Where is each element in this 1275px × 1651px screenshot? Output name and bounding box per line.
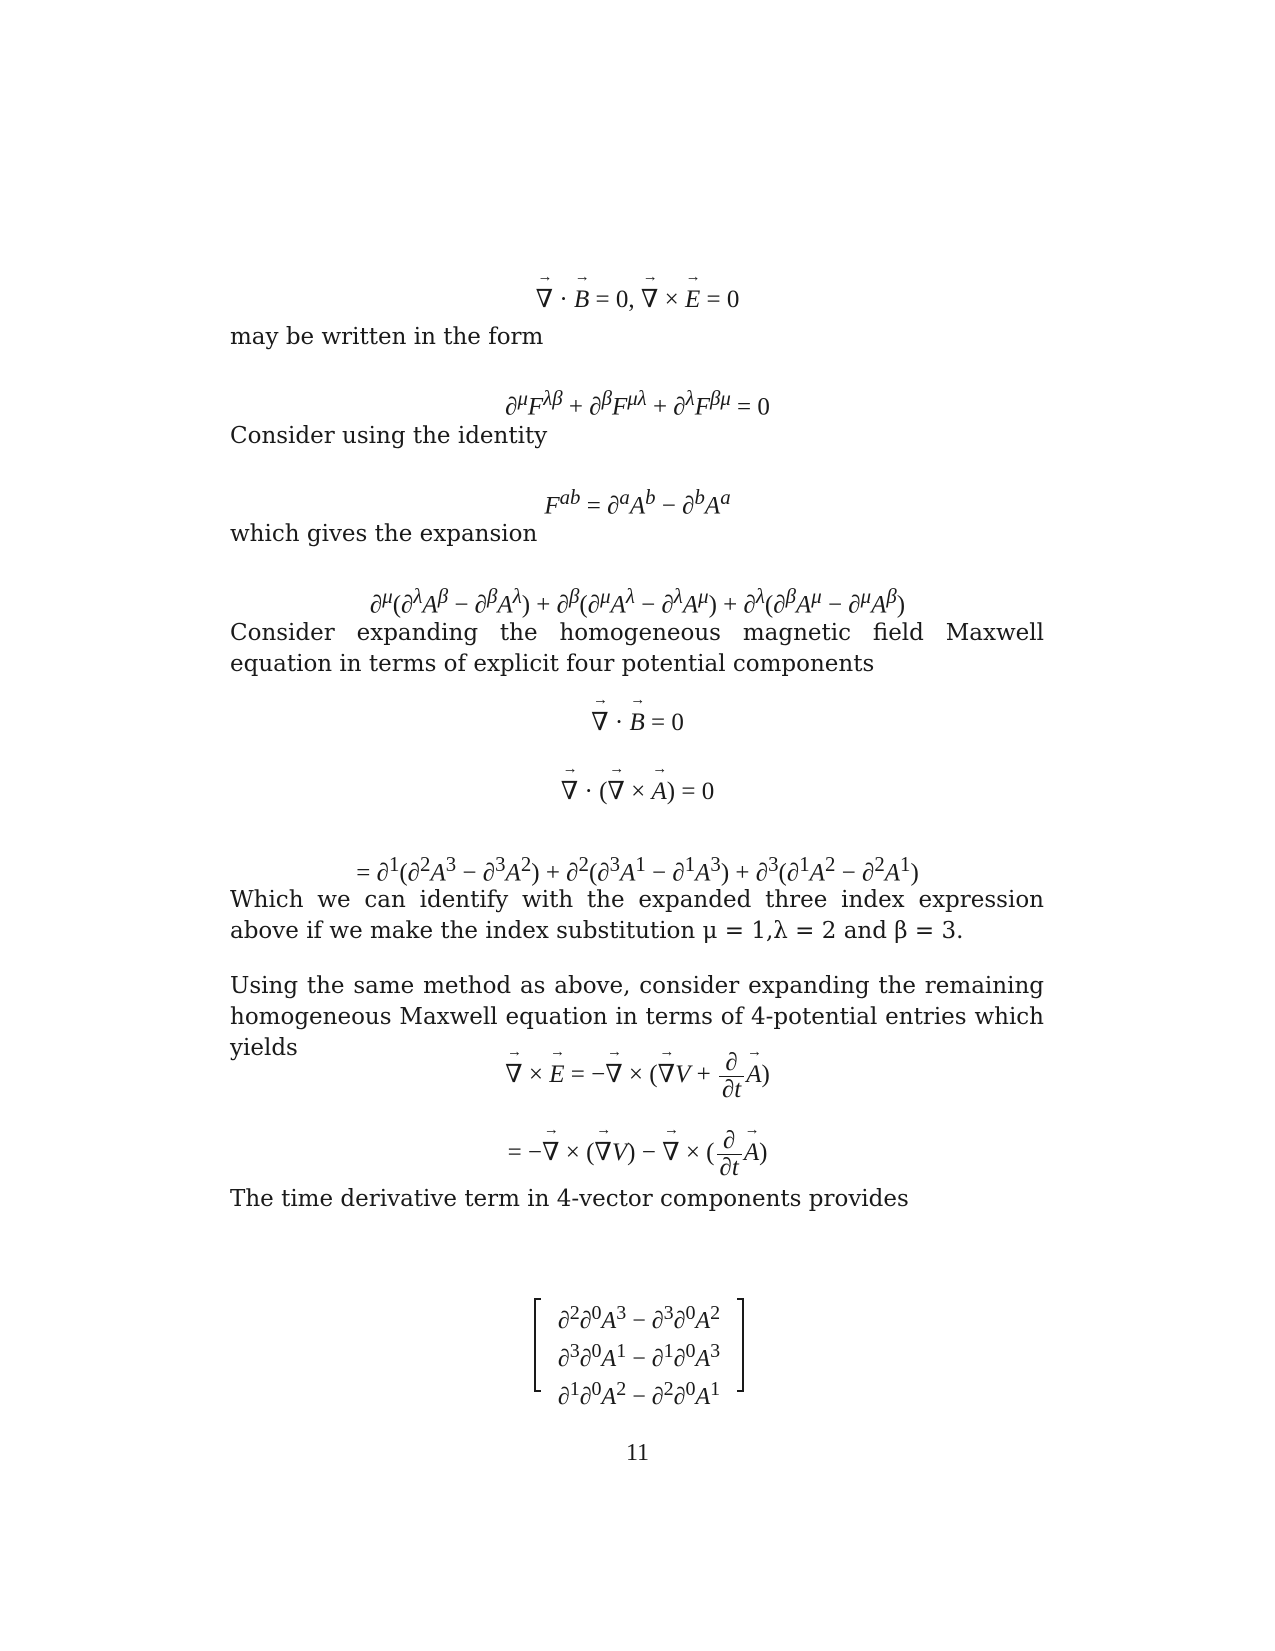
matrix-row-2: $\partial^3\partial^0A^1 - \partial^1\partial^0A^3$ [557,1340,721,1372]
component-matrix [534,1298,744,1410]
paragraph-written-in-form: may be written in the form [230,324,544,350]
paragraph-index-substitution: Which we can identify with the expanded three index expression above if we make the index substitution μ = 1,λ = 2 and β = 3. [230,887,1044,944]
equation-curl-e-split: = −→ ∇ × (→ ∇V) − → ∇ × ( $\frac{\partial}{\partial t}$ → A) [0,1128,1275,1181]
equation-bianchi-identity: $\partial^\mu F^{\lambda\beta} + \partial^\beta F^{\mu\lambda} + \partial^\lambda F^{\beta\mu} = 0$ [505,386,770,421]
equation-expansion: $\partial^\mu(\partial^\lambda A^\beta - \partial^\beta A^\lambda) + \partial^\beta(\partial^\mu A^\lambda - \partial^\lambda A^\mu) + \partial^\lambda(\partial^\beta A^\mu - \partial^\mu A^\beta)$ [369,584,906,619]
paragraph-gives-expansion: which gives the expansion [230,521,538,547]
equation-homogeneous-pair: → ∇ · → B = 0, → ∇ × → E = 0 [0,284,1275,316]
equation-div-curl-a: → ∇ · (→ ∇ × → A) = 0 [0,776,1275,808]
matrix-row-3: $\partial^1\partial^0A^2 - \partial^2\partial^0A^1$ [557,1378,721,1410]
equation-field-tensor: $F^{ab} = \partial^aA^b - \partial^bA^a$ [544,485,731,520]
paragraph-using-identity: Consider using the identity [230,423,548,449]
equation-explicit-components: = $\partial^1(\partial^2A^3 - \partial^3A^2) + \partial^2(\partial^3A^1 - \partial^1A^3) + \partial^3(\partial^1A^2 - \partial^2A^1)$ [356,852,919,887]
matrix-row-1: $\partial^2\partial^0A^3 - \partial^3\partial^0A^2$ [557,1302,721,1334]
paragraph-time-derivative: The time derivative term in 4-vector components provides [230,1186,909,1212]
equation-curl-e: → ∇ × → E = −→ ∇ × (→ ∇V + $\frac{\partial}{\partial t}$ → A) [0,1050,1275,1103]
page-number: 11 [625,1440,650,1466]
paragraph-magnetic-field: Consider expanding the homogeneous magnetic field Maxwell equation in terms of explicit four potential components [230,620,1044,677]
equation-div-b: → ∇ · → B = 0 [0,707,1275,739]
paragraph-same-method: Using the same method as above, consider expanding the remaining homogeneous Maxwell equation in terms of 4-potential entries which yields [230,973,1044,1061]
